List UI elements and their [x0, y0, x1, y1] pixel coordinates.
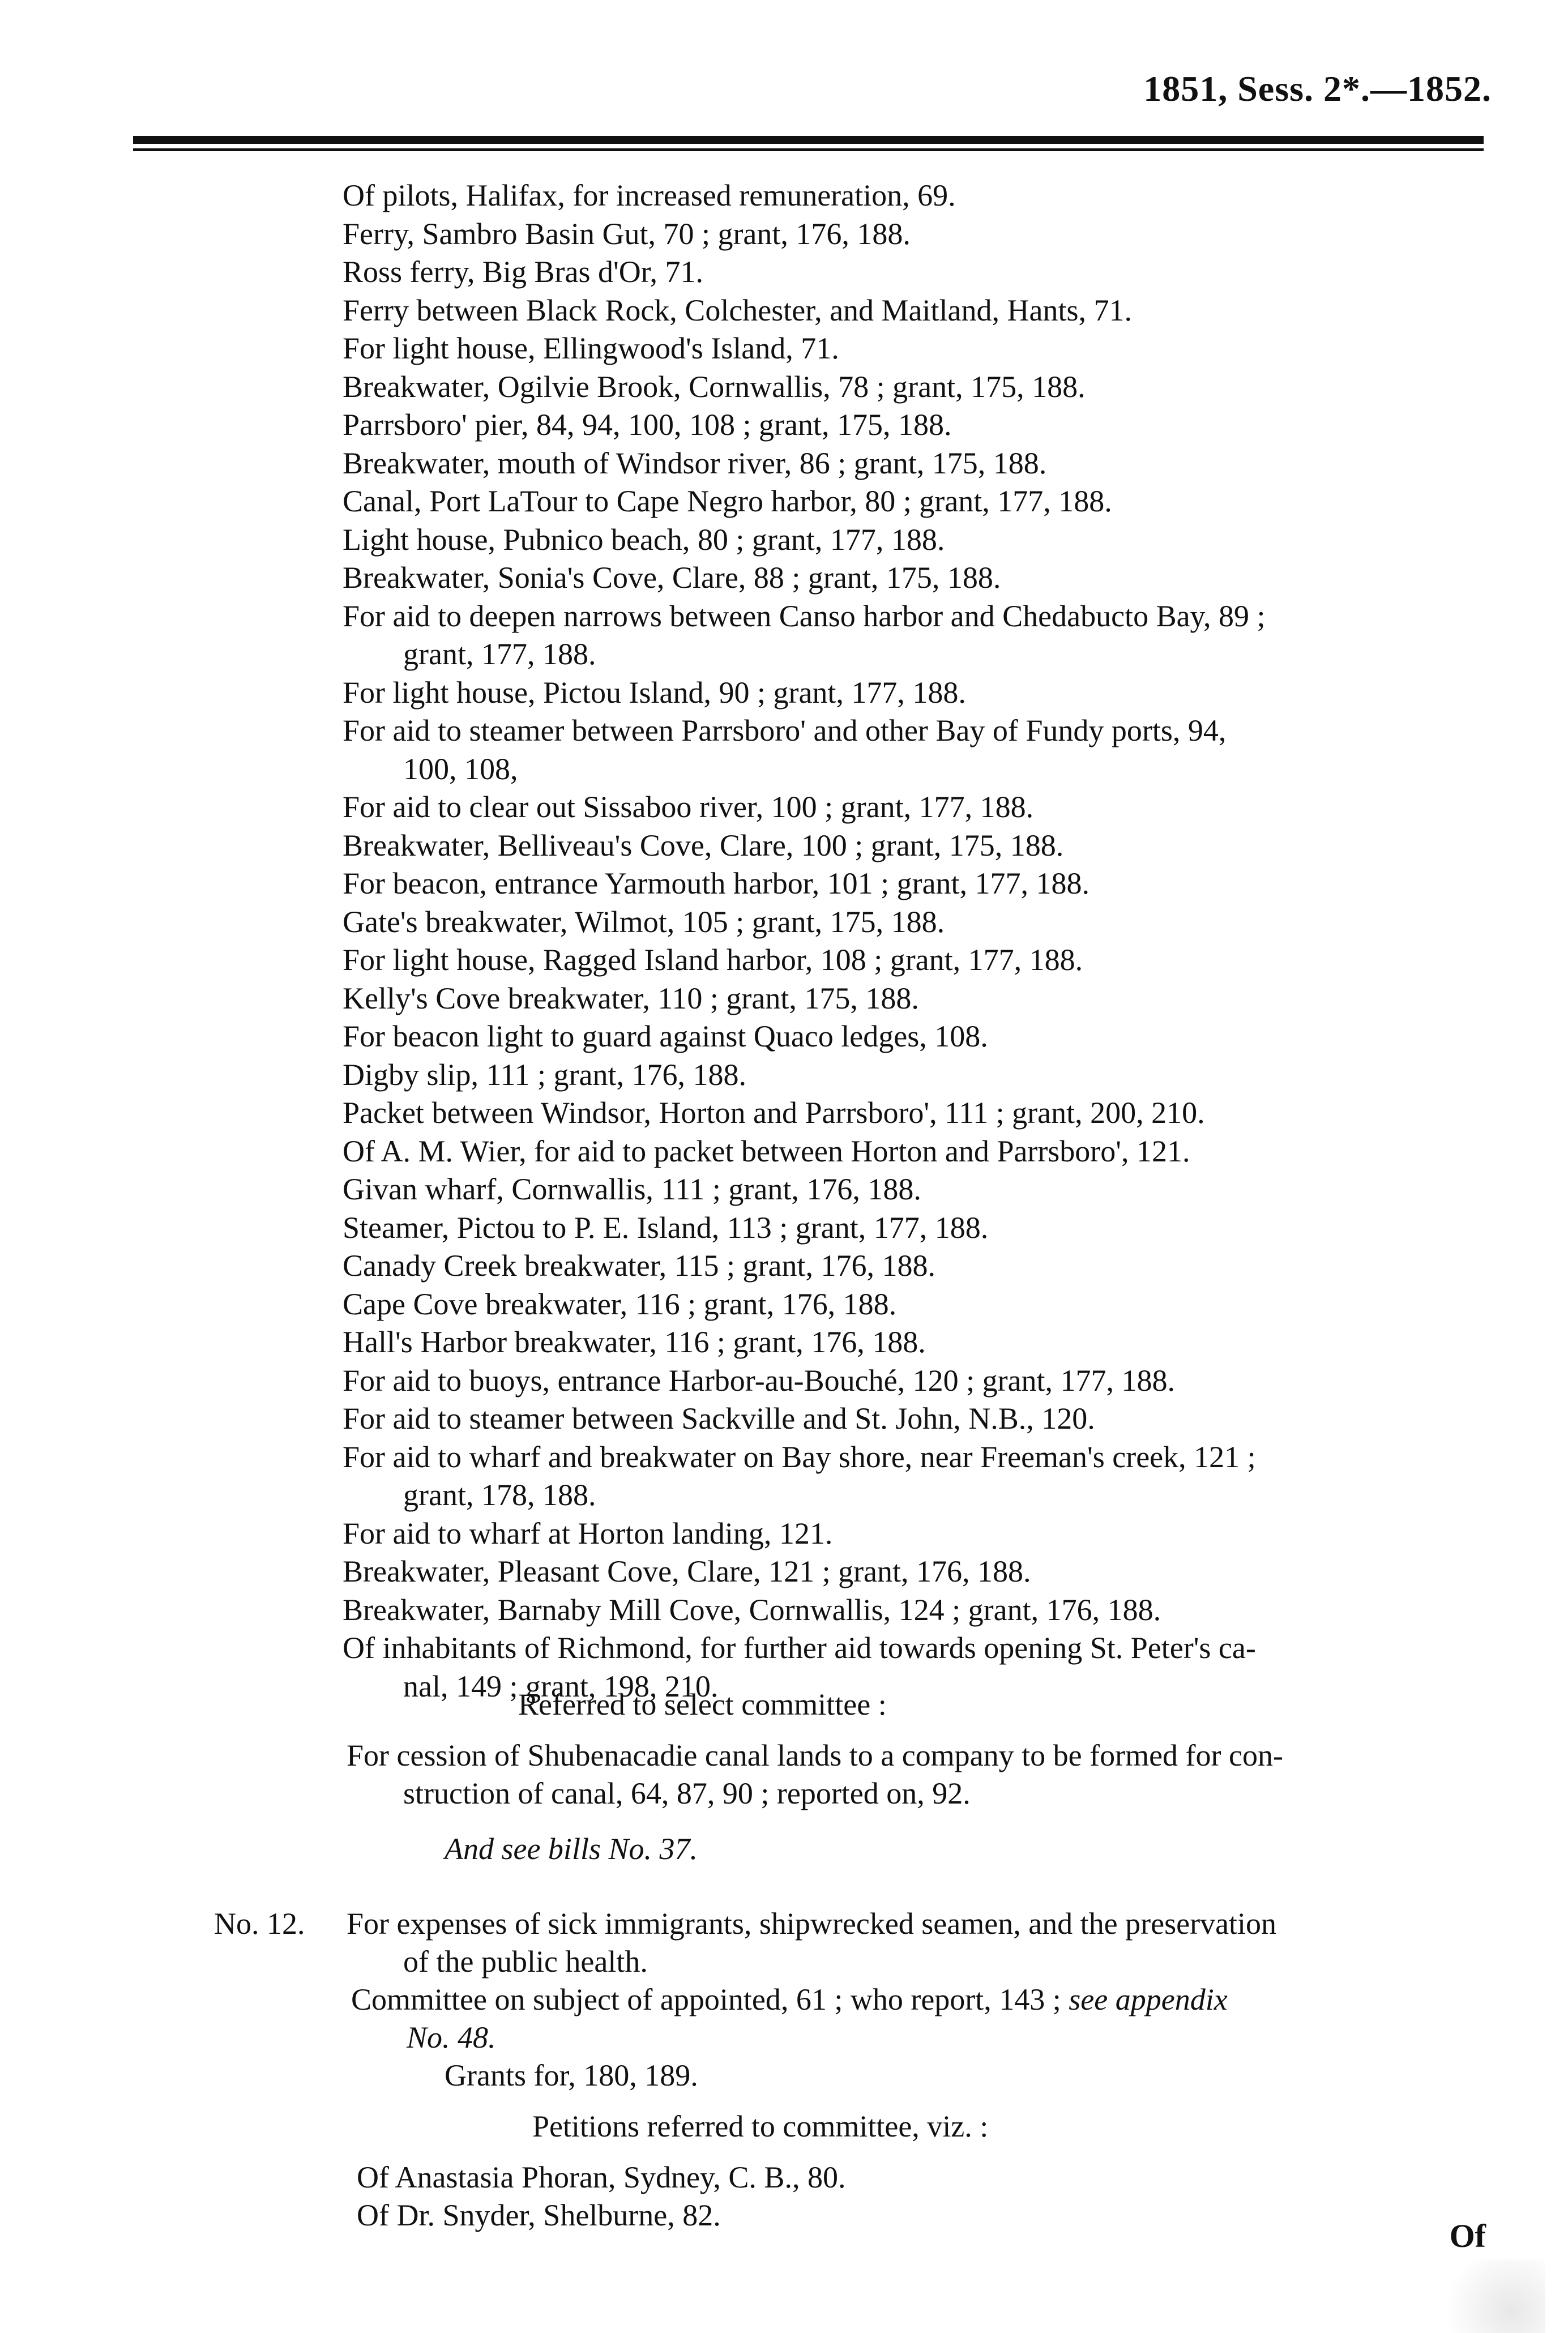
index-entry-continuation: grant, 177, 188.: [403, 637, 596, 671]
index-entry: Of inhabitants of Richmond, for further aid towards opening St. Peter's ca-: [343, 1631, 1256, 1665]
committee-line-text: Committee on subject of appointed, 61 ; who report, 143 ;: [351, 1982, 1061, 2016]
petition-line: Of Anastasia Phoran, Sydney, C. B., 80.: [357, 2160, 846, 2194]
scan-smudge: [1432, 2259, 1545, 2333]
section-title-line: of the public health.: [403, 1945, 648, 1979]
index-entry: For aid to buoys, entrance Harbor-au-Bouché, 120 ; grant, 177, 188.: [343, 1363, 1176, 1398]
grants-line: Grants for, 180, 189.: [445, 2058, 698, 2092]
see-also-reference: And see bills No. 37.: [445, 1832, 698, 1866]
index-entry: For aid to wharf at Horton landing, 121.: [343, 1516, 833, 1550]
committee-line: [351, 1981, 1228, 2019]
index-entry: For aid to steamer between Parrsboro' and other Bay of Fundy ports, 94,: [343, 713, 1227, 747]
select-committee-line: struction of canal, 64, 87, 90 ; reported on, 92.: [403, 1776, 971, 1810]
index-entry: Breakwater, mouth of Windsor river, 86 ; grant, 175, 188.: [343, 446, 1047, 480]
committee-line-appendix: No. 48.: [407, 2020, 496, 2054]
index-entry: Breakwater, Pleasant Cove, Clare, 121 ; grant, 176, 188.: [343, 1554, 1031, 1588]
index-entry-continuation: grant, 178, 188.: [403, 1478, 596, 1512]
section-number: No. 12.: [214, 1907, 305, 1941]
index-entry: Breakwater, Barnaby Mill Cove, Cornwallis, 124 ; grant, 176, 188.: [343, 1592, 1161, 1627]
index-entry: Light house, Pubnico beach, 80 ; grant, 177, 188.: [343, 522, 945, 557]
index-entry: Gate's breakwater, Wilmot, 105 ; grant, 175, 188.: [343, 904, 945, 939]
index-entry: Cape Cove breakwater, 116 ; grant, 176, 188.: [343, 1287, 897, 1321]
index-entry: Of pilots, Halifax, for increased remuneration, 69.: [343, 178, 956, 212]
index-entry: Kelly's Cove breakwater, 110 ; grant, 175, 188.: [343, 981, 919, 1015]
section-title-line: For expenses of sick immigrants, shipwrecked seamen, and the preservation: [347, 1907, 1277, 1941]
index-entry: For aid to clear out Sissaboo river, 100 ; grant, 177, 188.: [343, 790, 1034, 824]
index-entry: For light house, Pictou Island, 90 ; grant, 177, 188.: [343, 675, 966, 710]
index-entry: For aid to wharf and breakwater on Bay shore, near Freeman's creek, 121 ;: [343, 1439, 1256, 1474]
index-entry: Canal, Port LaTour to Cape Negro harbor, 80 ; grant, 177, 188.: [343, 484, 1112, 518]
see-appendix-text: see appendix: [1069, 1982, 1228, 2016]
index-entry: Of A. M. Wier, for aid to packet between Horton and Parrsboro', 121.: [343, 1134, 1190, 1168]
index-entry: Breakwater, Ogilvie Brook, Cornwallis, 78 ; grant, 175, 188.: [343, 369, 1086, 404]
select-committee-heading: Referred to select committee :: [518, 1687, 887, 1721]
index-entry-continuation: nal, 149 ; grant, 198, 210.: [403, 1669, 719, 1703]
index-entry-continuation: 100, 108,: [403, 751, 518, 786]
index-entry: Parrsboro' pier, 84, 94, 100, 108 ; grant, 175, 188.: [343, 408, 952, 442]
index-entry: Breakwater, Sonia's Cove, Clare, 88 ; grant, 175, 188.: [343, 561, 1001, 595]
index-entry: Breakwater, Belliveau's Cove, Clare, 100 ; grant, 175, 188.: [343, 828, 1064, 862]
index-entry: Ferry, Sambro Basin Gut, 70 ; grant, 176, 188.: [343, 216, 911, 251]
petitions-heading: Petitions referred to committee, viz. :: [532, 2109, 989, 2143]
index-entry: For beacon light to guard against Quaco ledges, 108.: [343, 1019, 988, 1053]
index-entry: Hall's Harbor breakwater, 116 ; grant, 176, 188.: [343, 1325, 926, 1359]
index-entry: For aid to steamer between Sackville and St. John, N.B., 120.: [343, 1401, 1095, 1435]
index-entry: Canady Creek breakwater, 115 ; grant, 176, 188.: [343, 1249, 936, 1283]
index-entry: For beacon, entrance Yarmouth harbor, 101 ; grant, 177, 188.: [343, 866, 1090, 900]
index-entry: For aid to deepen narrows between Canso harbor and Chedabucto Bay, 89 ;: [343, 599, 1266, 633]
petition-line: Of Dr. Snyder, Shelburne, 82.: [357, 2198, 721, 2232]
index-entry: For light house, Ragged Island harbor, 108 ; grant, 177, 188.: [343, 943, 1083, 977]
index-entry: Steamer, Pictou to P. E. Island, 113 ; grant, 177, 188.: [343, 1210, 989, 1245]
index-entry: Digby slip, 111 ; grant, 176, 188.: [343, 1057, 746, 1092]
running-head: 1851, Sess. 2*.—1852.: [1143, 69, 1492, 109]
select-committee-line: For cession of Shubenacadie canal lands to a company to be formed for con-: [347, 1738, 1283, 1772]
header-rule-thick: [133, 136, 1484, 144]
header-rule-thin: [133, 148, 1484, 151]
index-entry: Givan wharf, Cornwallis, 111 ; grant, 176, 188.: [343, 1172, 921, 1206]
catch-word: Of: [1449, 2217, 1486, 2254]
index-entry: Ross ferry, Big Bras d'Or, 71.: [343, 255, 704, 289]
index-entry: Packet between Windsor, Horton and Parrsboro', 111 ; grant, 200, 210.: [343, 1096, 1205, 1130]
index-entry: Ferry between Black Rock, Colchester, and Maitland, Hants, 71.: [343, 293, 1132, 327]
index-entry: For light house, Ellingwood's Island, 71.: [343, 331, 839, 365]
